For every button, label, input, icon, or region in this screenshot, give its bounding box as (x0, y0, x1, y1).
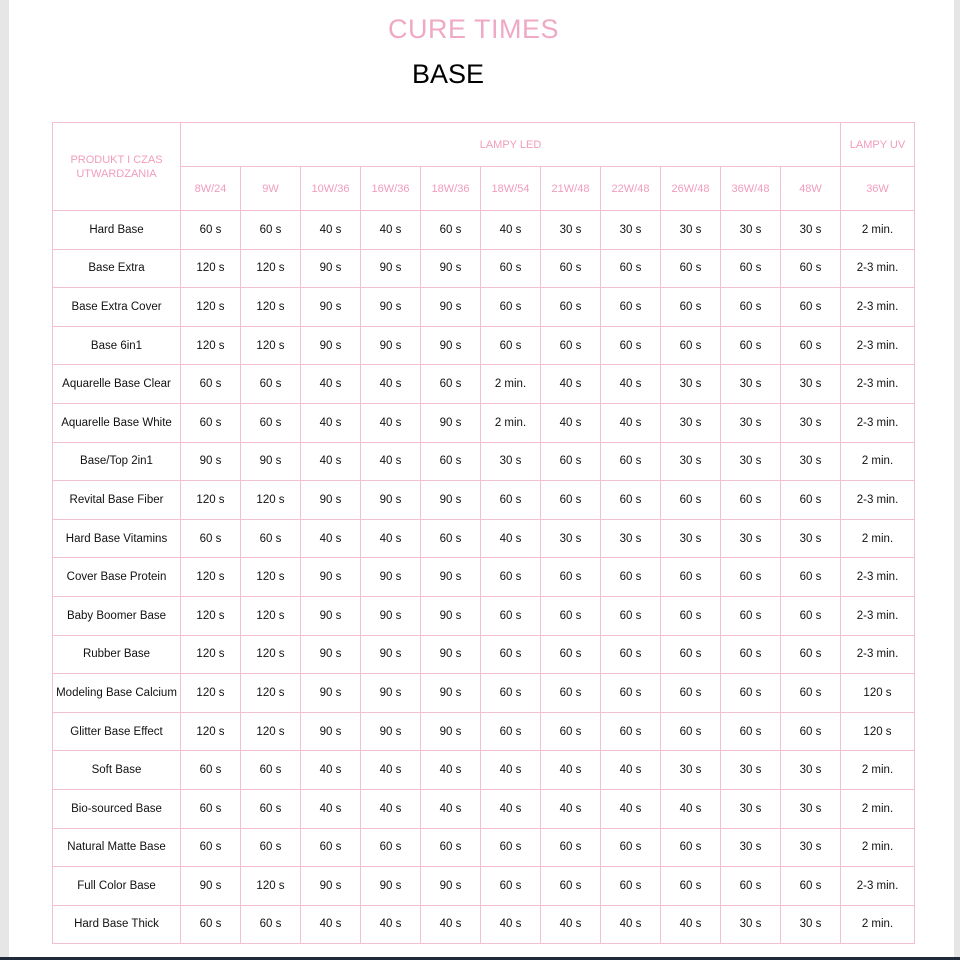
product-name: Hard Base Vitamins (53, 519, 181, 558)
cure-time-cell: 40 s (301, 519, 361, 558)
cure-time-cell: 40 s (541, 789, 601, 828)
cure-time-cell: 60 s (781, 635, 841, 674)
cure-time-cell: 30 s (781, 365, 841, 404)
cure-time-cell: 2-3 min. (841, 403, 915, 442)
cure-time-cell: 30 s (661, 403, 721, 442)
cure-time-cell: 60 s (601, 674, 661, 713)
product-header: PRODUKT I CZAS UTWARDZANIA (53, 123, 181, 211)
cure-time-cell: 60 s (601, 442, 661, 481)
uv-lamps-header: LAMPY UV (841, 123, 915, 167)
cure-time-cell: 90 s (361, 481, 421, 520)
cure-time-cell: 120 s (841, 674, 915, 713)
cure-time-cell: 30 s (781, 211, 841, 250)
cure-time-cell: 2-3 min. (841, 288, 915, 327)
cure-time-cell: 40 s (541, 403, 601, 442)
cure-time-cell: 60 s (481, 867, 541, 906)
column-header: 18W/54 (481, 167, 541, 211)
table-row (53, 712, 915, 751)
table-row (53, 905, 915, 944)
cure-time-cell: 2 min. (841, 789, 915, 828)
cure-time-cell: 30 s (781, 442, 841, 481)
cure-time-cell: 40 s (481, 211, 541, 250)
cure-time-cell: 90 s (361, 596, 421, 635)
cure-time-cell: 30 s (601, 211, 661, 250)
cure-time-cell: 40 s (301, 211, 361, 250)
cure-time-cell: 60 s (781, 867, 841, 906)
cure-time-cell: 90 s (361, 326, 421, 365)
cure-time-cell: 40 s (301, 905, 361, 944)
table-row (53, 635, 915, 674)
cure-time-cell: 40 s (541, 905, 601, 944)
column-header: 26W/48 (661, 167, 721, 211)
cure-time-cell: 30 s (721, 905, 781, 944)
led-lamps-header: LAMPY LED (181, 123, 841, 167)
cure-time-cell: 60 s (661, 828, 721, 867)
cure-time-cell: 60 s (421, 519, 481, 558)
column-header-row (53, 167, 915, 211)
product-name: Bio-sourced Base (53, 789, 181, 828)
cure-time-cell: 120 s (181, 249, 241, 288)
cure-time-cell: 40 s (601, 403, 661, 442)
cure-time-cell: 60 s (721, 288, 781, 327)
cure-time-cell: 120 s (181, 596, 241, 635)
page-title: CURE TIMES (388, 14, 560, 44)
product-name: Hard Base Thick (53, 905, 181, 944)
cure-time-cell: 90 s (421, 867, 481, 906)
cure-time-cell: 120 s (241, 712, 301, 751)
cure-time-cell: 60 s (421, 442, 481, 481)
cure-time-cell: 120 s (181, 712, 241, 751)
cure-time-cell: 60 s (541, 635, 601, 674)
cure-time-cell: 2 min. (841, 905, 915, 944)
cure-time-cell: 90 s (301, 326, 361, 365)
cure-time-cell: 60 s (601, 326, 661, 365)
cure-time-cell: 30 s (661, 365, 721, 404)
table-body (53, 211, 915, 944)
cure-time-cell: 60 s (661, 558, 721, 597)
cure-time-cell: 40 s (601, 905, 661, 944)
cure-time-cell: 60 s (181, 789, 241, 828)
table-row (53, 558, 915, 597)
cure-time-cell: 30 s (781, 789, 841, 828)
cure-time-cell: 60 s (241, 828, 301, 867)
cure-time-cell: 40 s (481, 751, 541, 790)
cure-time-cell: 120 s (181, 288, 241, 327)
cure-time-cell: 90 s (421, 481, 481, 520)
cure-time-cell: 60 s (541, 558, 601, 597)
column-header: 9W (241, 167, 301, 211)
cure-time-cell: 90 s (301, 481, 361, 520)
cure-time-cell: 90 s (301, 867, 361, 906)
cure-time-cell: 60 s (541, 288, 601, 327)
cure-time-cell: 60 s (661, 288, 721, 327)
cure-time-cell: 60 s (781, 712, 841, 751)
cure-time-cell: 60 s (721, 558, 781, 597)
cure-time-cell: 60 s (241, 519, 301, 558)
cure-time-cell: 60 s (481, 558, 541, 597)
cure-time-cell: 60 s (541, 828, 601, 867)
cure-time-cell: 60 s (421, 828, 481, 867)
cure-time-cell: 60 s (181, 403, 241, 442)
cure-time-cell: 30 s (721, 828, 781, 867)
cure-time-cell: 2 min. (481, 365, 541, 404)
cure-time-cell: 120 s (181, 635, 241, 674)
cure-time-cell: 90 s (301, 674, 361, 713)
table-row (53, 674, 915, 713)
cure-time-cell: 60 s (541, 674, 601, 713)
cure-time-cell: 40 s (361, 442, 421, 481)
cure-time-cell: 60 s (181, 828, 241, 867)
cure-time-cell: 30 s (721, 365, 781, 404)
cure-time-cell: 60 s (601, 635, 661, 674)
cure-time-cell: 90 s (421, 674, 481, 713)
cure-time-cell: 60 s (481, 828, 541, 867)
cure-time-cell: 40 s (301, 751, 361, 790)
cure-time-cell: 60 s (601, 596, 661, 635)
cure-time-cell: 60 s (361, 828, 421, 867)
page-right-edge (954, 0, 960, 960)
cure-time-cell: 2 min. (841, 442, 915, 481)
column-header: 48W (781, 167, 841, 211)
cure-time-cell: 60 s (721, 481, 781, 520)
cure-time-cell: 120 s (181, 326, 241, 365)
table-row (53, 442, 915, 481)
cure-time-cell: 90 s (241, 442, 301, 481)
cure-time-cell: 60 s (241, 211, 301, 250)
table-row (53, 365, 915, 404)
cure-time-cell: 60 s (661, 249, 721, 288)
product-name: Base/Top 2in1 (53, 442, 181, 481)
table-row (53, 828, 915, 867)
cure-time-cell: 90 s (361, 635, 421, 674)
cure-time-cell: 120 s (241, 558, 301, 597)
cure-time-cell: 2-3 min. (841, 867, 915, 906)
cure-time-cell: 40 s (421, 789, 481, 828)
cure-time-cell: 120 s (241, 867, 301, 906)
cure-time-cell: 30 s (781, 905, 841, 944)
cure-time-cell: 120 s (241, 596, 301, 635)
cure-time-cell: 60 s (781, 558, 841, 597)
cure-time-cell: 2-3 min. (841, 365, 915, 404)
product-name: Baby Boomer Base (53, 596, 181, 635)
cure-time-cell: 60 s (541, 249, 601, 288)
cure-time-cell: 30 s (721, 211, 781, 250)
cure-time-cell: 120 s (241, 635, 301, 674)
product-name: Modeling Base Calcium (53, 674, 181, 713)
cure-time-cell: 2-3 min. (841, 481, 915, 520)
table-row (53, 288, 915, 327)
cure-time-cell: 90 s (421, 635, 481, 674)
cure-time-cell: 60 s (181, 519, 241, 558)
cure-time-cell: 60 s (421, 365, 481, 404)
cure-time-cell: 60 s (661, 867, 721, 906)
cure-time-cell: 90 s (421, 596, 481, 635)
cure-time-cell: 30 s (661, 519, 721, 558)
cure-time-cell: 60 s (601, 712, 661, 751)
product-name: Cover Base Protein (53, 558, 181, 597)
cure-time-cell: 120 s (181, 558, 241, 597)
cure-time-cell: 40 s (361, 519, 421, 558)
cure-time-cell: 60 s (541, 596, 601, 635)
cure-time-cell: 120 s (241, 481, 301, 520)
product-name: Glitter Base Effect (53, 712, 181, 751)
cure-time-cell: 40 s (361, 905, 421, 944)
product-name: Natural Matte Base (53, 828, 181, 867)
cure-time-cell: 90 s (361, 288, 421, 327)
cure-time-cell: 90 s (181, 867, 241, 906)
cure-time-cell: 30 s (721, 789, 781, 828)
column-header: 21W/48 (541, 167, 601, 211)
cure-time-cell: 60 s (241, 403, 301, 442)
cure-time-cell: 60 s (481, 326, 541, 365)
cure-time-cell: 40 s (481, 789, 541, 828)
cure-time-cell: 30 s (541, 211, 601, 250)
cure-time-cell: 60 s (241, 751, 301, 790)
cure-time-cell: 90 s (421, 403, 481, 442)
cure-time-cell: 40 s (541, 365, 601, 404)
cure-time-cell: 90 s (301, 558, 361, 597)
column-header: 36W (841, 167, 915, 211)
column-header: 18W/36 (421, 167, 481, 211)
cure-time-cell: 60 s (601, 558, 661, 597)
cure-time-cell: 60 s (181, 905, 241, 944)
cure-time-cell: 30 s (661, 751, 721, 790)
product-name: Rubber Base (53, 635, 181, 674)
cure-time-cell: 60 s (781, 481, 841, 520)
cure-time-cell: 90 s (421, 326, 481, 365)
cure-time-cell: 30 s (721, 751, 781, 790)
cure-time-cell: 60 s (661, 635, 721, 674)
product-name: Base 6in1 (53, 326, 181, 365)
cure-time-cell: 60 s (541, 442, 601, 481)
cure-time-cell: 60 s (241, 789, 301, 828)
table-row (53, 867, 915, 906)
product-name: Hard Base (53, 211, 181, 250)
cure-times-table (52, 122, 915, 944)
cure-time-cell: 40 s (421, 751, 481, 790)
cure-time-cell: 60 s (541, 481, 601, 520)
cure-time-cell: 60 s (421, 211, 481, 250)
cure-time-cell: 60 s (601, 249, 661, 288)
cure-time-cell: 40 s (541, 751, 601, 790)
table-row (53, 211, 915, 250)
cure-time-cell: 40 s (361, 365, 421, 404)
cure-time-cell: 60 s (181, 751, 241, 790)
cure-time-cell: 90 s (181, 442, 241, 481)
cure-time-cell: 30 s (661, 442, 721, 481)
cure-time-cell: 40 s (361, 751, 421, 790)
cure-time-cell: 40 s (361, 789, 421, 828)
cure-time-cell: 60 s (781, 249, 841, 288)
cure-time-cell: 30 s (781, 519, 841, 558)
cure-time-cell: 40 s (301, 365, 361, 404)
cure-time-cell: 60 s (721, 867, 781, 906)
cure-time-cell: 60 s (781, 288, 841, 327)
column-header: 8W/24 (181, 167, 241, 211)
cure-time-cell: 60 s (541, 712, 601, 751)
cure-time-cell: 40 s (361, 403, 421, 442)
cure-time-cell: 40 s (301, 789, 361, 828)
column-header: 16W/36 (361, 167, 421, 211)
cure-time-cell: 90 s (301, 635, 361, 674)
cure-time-cell: 2 min. (841, 751, 915, 790)
table-row (53, 751, 915, 790)
cure-time-cell: 60 s (481, 712, 541, 751)
cure-time-cell: 30 s (481, 442, 541, 481)
cure-time-cell: 60 s (661, 712, 721, 751)
cure-time-cell: 60 s (181, 365, 241, 404)
cure-time-cell: 30 s (721, 442, 781, 481)
cure-time-cell: 60 s (181, 211, 241, 250)
cure-time-cell: 40 s (601, 365, 661, 404)
cure-time-cell: 2-3 min. (841, 558, 915, 597)
table-row (53, 519, 915, 558)
cure-time-cell: 120 s (841, 712, 915, 751)
cure-time-cell: 30 s (661, 211, 721, 250)
cure-time-cell: 60 s (481, 288, 541, 327)
cure-time-cell: 40 s (421, 905, 481, 944)
page-subtitle: BASE (412, 59, 485, 89)
cure-time-cell: 2-3 min. (841, 635, 915, 674)
cure-time-cell: 40 s (661, 789, 721, 828)
table-row (53, 481, 915, 520)
cure-time-cell: 60 s (241, 365, 301, 404)
cure-time-cell: 60 s (481, 635, 541, 674)
cure-time-cell: 30 s (721, 403, 781, 442)
product-name: Aquarelle Base Clear (53, 365, 181, 404)
cure-time-cell: 60 s (601, 481, 661, 520)
cure-time-cell: 120 s (241, 249, 301, 288)
cure-time-cell: 40 s (361, 211, 421, 250)
cure-time-cell: 90 s (421, 249, 481, 288)
cure-time-cell: 30 s (781, 828, 841, 867)
cure-time-cell: 2 min. (841, 519, 915, 558)
product-name: Base Extra (53, 249, 181, 288)
cure-time-cell: 120 s (241, 674, 301, 713)
cure-time-cell: 60 s (481, 674, 541, 713)
cure-time-cell: 90 s (301, 596, 361, 635)
column-header: 10W/36 (301, 167, 361, 211)
cure-time-cell: 40 s (601, 751, 661, 790)
table-row (53, 789, 915, 828)
cure-time-cell: 60 s (661, 674, 721, 713)
cure-time-cell: 40 s (301, 403, 361, 442)
product-name: Soft Base (53, 751, 181, 790)
cure-time-cell: 40 s (661, 905, 721, 944)
cure-time-cell: 60 s (661, 596, 721, 635)
cure-time-cell: 90 s (361, 674, 421, 713)
table-row (53, 326, 915, 365)
table-row (53, 249, 915, 288)
cure-time-cell: 60 s (481, 596, 541, 635)
cure-time-cell: 60 s (541, 326, 601, 365)
cure-time-cell: 40 s (481, 519, 541, 558)
cure-time-cell: 2 min. (841, 211, 915, 250)
cure-time-cell: 2-3 min. (841, 249, 915, 288)
cure-time-cell: 60 s (601, 828, 661, 867)
cure-time-cell: 60 s (781, 326, 841, 365)
cure-time-cell: 60 s (541, 867, 601, 906)
cure-time-cell: 60 s (781, 596, 841, 635)
cure-time-cell: 90 s (361, 558, 421, 597)
cure-time-cell: 2 min. (841, 828, 915, 867)
table-row (53, 596, 915, 635)
cure-time-cell: 60 s (721, 249, 781, 288)
cure-time-cell: 40 s (481, 905, 541, 944)
cure-time-cell: 60 s (601, 288, 661, 327)
cure-time-cell: 120 s (241, 326, 301, 365)
table-row (53, 403, 915, 442)
cure-time-cell: 2-3 min. (841, 596, 915, 635)
cure-time-cell: 90 s (361, 249, 421, 288)
cure-time-cell: 90 s (421, 558, 481, 597)
cure-time-cell: 2-3 min. (841, 326, 915, 365)
cure-time-cell: 60 s (721, 674, 781, 713)
cure-time-cell: 30 s (541, 519, 601, 558)
cure-time-cell: 90 s (301, 712, 361, 751)
cure-time-cell: 60 s (721, 326, 781, 365)
cure-time-cell: 60 s (781, 674, 841, 713)
cure-time-cell: 40 s (301, 442, 361, 481)
cure-time-cell: 90 s (361, 867, 421, 906)
cure-time-cell: 30 s (721, 519, 781, 558)
cure-time-cell: 60 s (661, 326, 721, 365)
cure-time-cell: 30 s (781, 403, 841, 442)
cure-time-cell: 90 s (301, 249, 361, 288)
product-name: Aquarelle Base White (53, 403, 181, 442)
product-name: Base Extra Cover (53, 288, 181, 327)
cure-time-cell: 120 s (241, 288, 301, 327)
product-name: Revital Base Fiber (53, 481, 181, 520)
cure-time-cell: 60 s (241, 905, 301, 944)
cure-time-cell: 90 s (421, 288, 481, 327)
cure-time-cell: 90 s (421, 712, 481, 751)
cure-time-cell: 30 s (601, 519, 661, 558)
cure-time-cell: 60 s (481, 249, 541, 288)
cure-time-cell: 60 s (481, 481, 541, 520)
page-left-edge (0, 0, 9, 960)
cure-time-cell: 2 min. (481, 403, 541, 442)
cure-time-cell: 90 s (361, 712, 421, 751)
cure-time-cell: 90 s (301, 288, 361, 327)
cure-time-cell: 30 s (781, 751, 841, 790)
cure-time-cell: 40 s (601, 789, 661, 828)
cure-time-cell: 60 s (721, 635, 781, 674)
column-header: 22W/48 (601, 167, 661, 211)
cure-time-cell: 60 s (721, 712, 781, 751)
column-header: 36W/48 (721, 167, 781, 211)
cure-time-cell: 60 s (601, 867, 661, 906)
cure-time-cell: 120 s (181, 481, 241, 520)
cure-time-cell: 60 s (661, 481, 721, 520)
cure-time-cell: 60 s (721, 596, 781, 635)
cure-time-cell: 120 s (181, 674, 241, 713)
cure-time-cell: 60 s (301, 828, 361, 867)
product-name: Full Color Base (53, 867, 181, 906)
